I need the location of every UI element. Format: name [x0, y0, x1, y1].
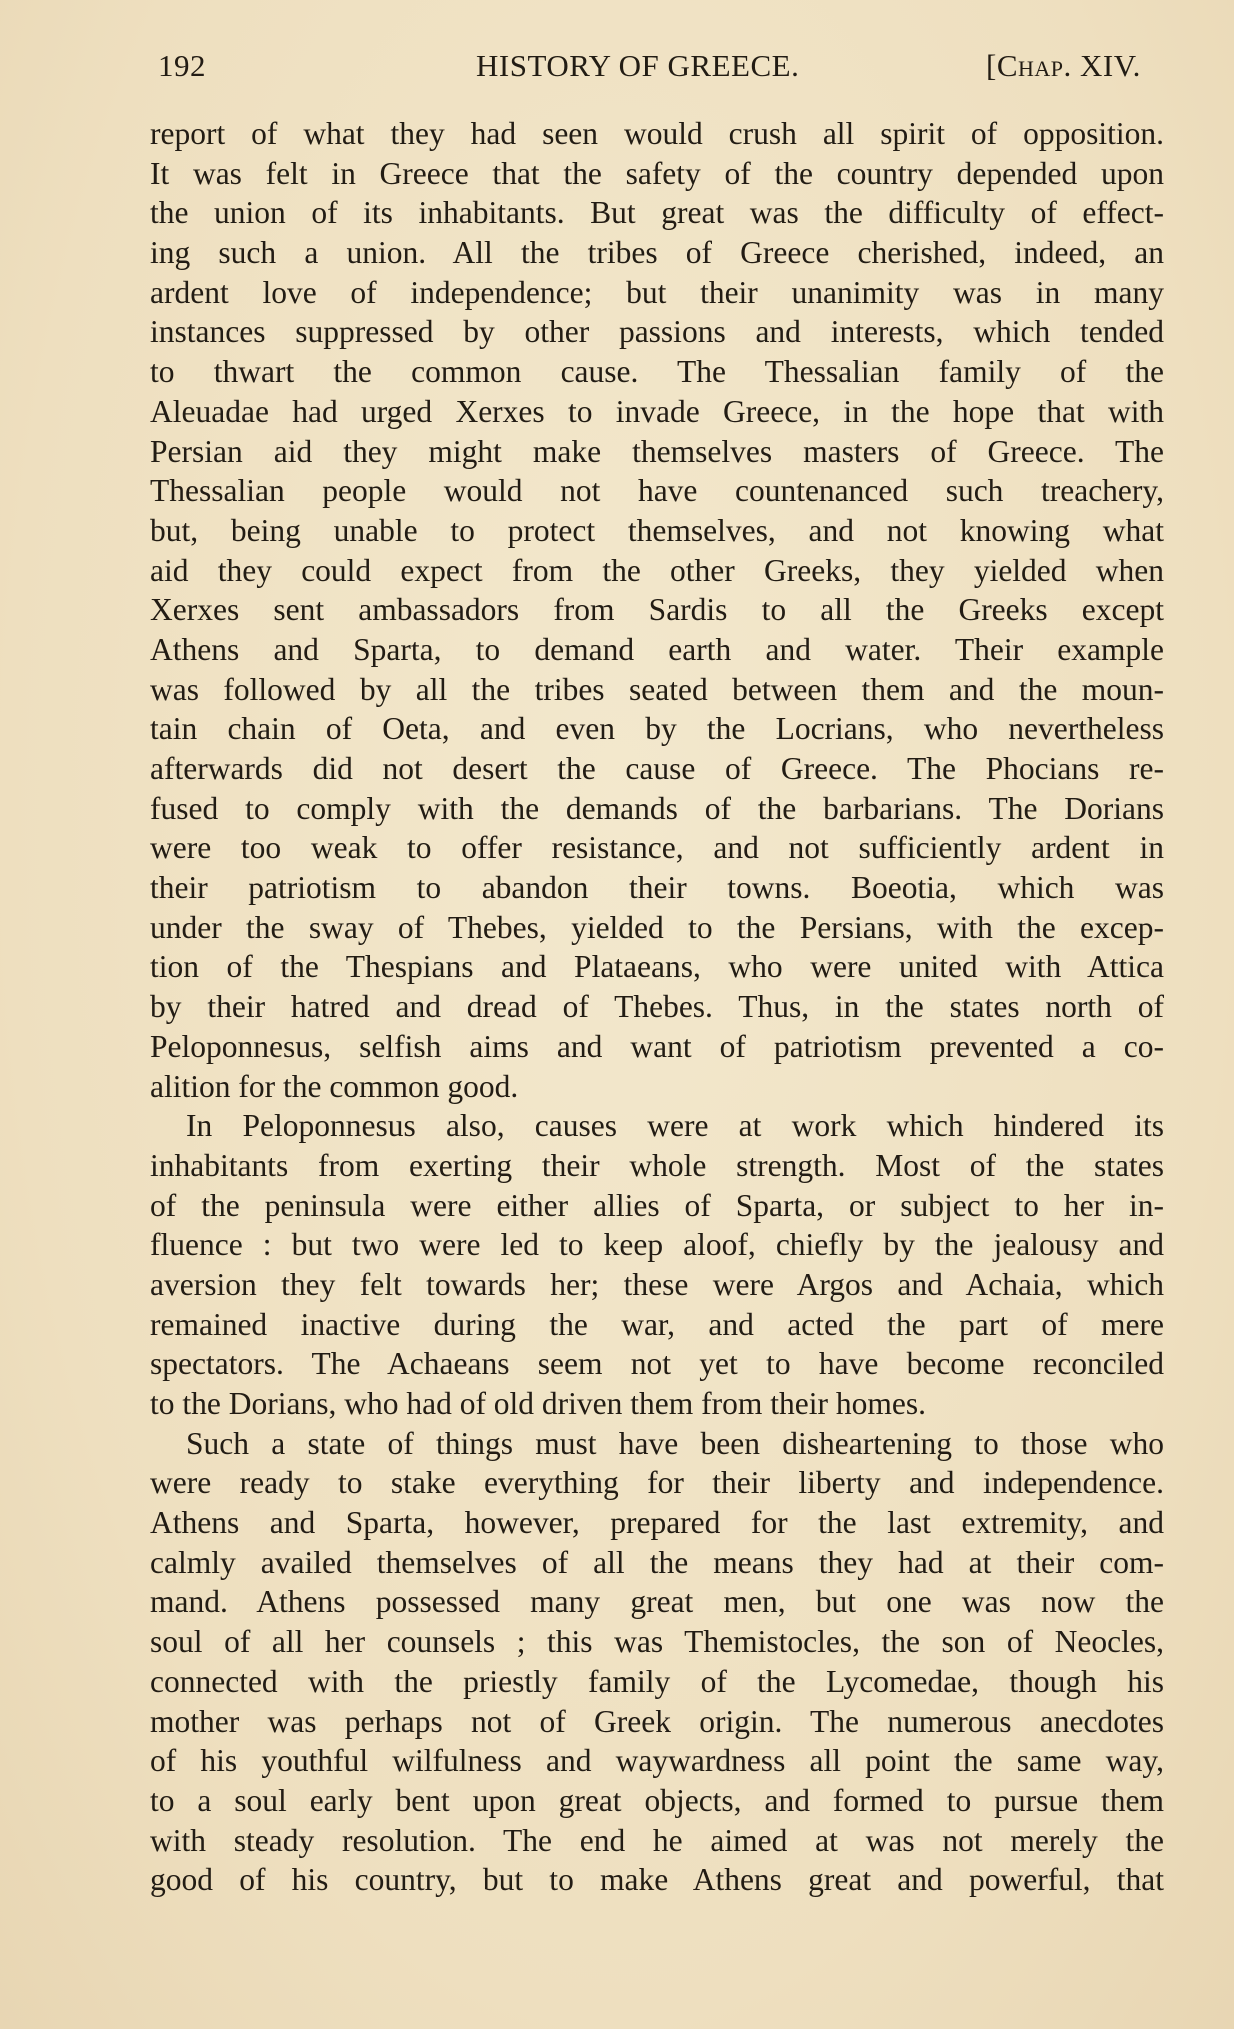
text-line: good of his country, but to make Athens great and powerful, that [150, 1862, 1164, 1898]
text-line: It was felt in Greece that the safety of the country depended upon [150, 155, 1164, 191]
text-line: of the peninsula were either allies of Sparta, or subject to her in- [150, 1187, 1164, 1223]
text-line: spectators. The Achaeans seem not yet to have become reconciled [150, 1346, 1164, 1382]
text-line: In Peloponnesus also, causes were at work which hindered its [186, 1108, 1164, 1144]
text-line: inhabitants from exerting their whole strength. Most of the states [150, 1147, 1164, 1183]
text-line: connected with the priestly family of the Lycomedae, though his [150, 1663, 1164, 1699]
text-line: aid they could expect from the other Greeks, they yielded when [150, 552, 1164, 588]
text-line: Persian aid they might make themselves masters of Greece. The [150, 433, 1164, 469]
text-line: the union of its inhabitants. But great was the difficulty of effect- [150, 195, 1164, 231]
page-number: 192 [158, 48, 206, 83]
text-line: tain chain of Oeta, and even by the Locrians, who nevertheless [150, 711, 1164, 747]
chapter-label: [Chap. XIV. [986, 48, 1141, 83]
text-line: Athens and Sparta, however, prepared for the last extremity, and [150, 1505, 1164, 1541]
text-line: was followed by all the tribes seated between them and the moun- [150, 671, 1164, 707]
text-line: of his youthful wilfulness and waywardness all point the same way, [150, 1743, 1164, 1779]
text-line: aversion they felt towards her; these were Argos and Achaia, which [150, 1266, 1164, 1302]
text-line: mand. Athens possessed many great men, but one was now the [150, 1584, 1164, 1620]
text-line: to thwart the common cause. The Thessalian family of the [150, 354, 1164, 390]
text-line: to a soul early bent upon great objects, and formed to pursue them [150, 1782, 1164, 1818]
text-line: by their hatred and dread of Thebes. Thus, in the states north of [150, 989, 1164, 1025]
text-line: were ready to stake everything for their liberty and independence. [150, 1465, 1164, 1501]
text-line: ardent love of independence; but their unanimity was in many [150, 274, 1164, 310]
text-line: calmly availed themselves of all the means they had at their com- [150, 1544, 1164, 1580]
body-text [150, 114, 1164, 1900]
text-line: with steady resolution. The end he aimed at was not merely the [150, 1822, 1164, 1858]
text-line: fused to comply with the demands of the barbarians. The Dorians [150, 790, 1164, 826]
text-line: fluence : but two were led to keep aloof, chiefly by the jealousy and [150, 1227, 1164, 1263]
page-header [158, 44, 1178, 92]
text-line: Athens and Sparta, to demand earth and water. Their example [150, 631, 1164, 667]
text-line: Such a state of things must have been disheartening to those who [186, 1425, 1164, 1461]
text-line: mother was perhaps not of Greek origin. The numerous anecdotes [150, 1703, 1164, 1739]
text-line: alition for the common good. [150, 1068, 519, 1104]
text-line: remained inactive during the war, and acted the part of mere [150, 1306, 1164, 1342]
text-line: their patriotism to abandon their towns. Boeotia, which was [150, 870, 1164, 906]
text-line: instances suppressed by other passions and interests, which tended [150, 314, 1164, 350]
text-line: report of what they had seen would crush all spirit of opposition. [150, 116, 1164, 151]
running-title: HISTORY OF GREECE. [476, 48, 800, 83]
text-line: Xerxes sent ambassadors from Sardis to all the Greeks except [150, 592, 1164, 628]
text-line: Thessalian people would not have countenanced such treachery, [150, 473, 1164, 509]
text-line: to the Dorians, who had of old driven them from their homes. [150, 1386, 926, 1421]
text-line: Peloponnesus, selfish aims and want of patriotism prevented a co- [150, 1028, 1164, 1064]
text-line: ing such a union. All the tribes of Greece cherished, indeed, an [150, 235, 1164, 271]
text-line: Aleuadae had urged Xerxes to invade Greece, in the hope that with [150, 393, 1164, 429]
text-line: afterwards did not desert the cause of Greece. The Phocians re- [150, 751, 1164, 786]
text-line: but, being unable to protect themselves, and not knowing what [150, 512, 1164, 548]
text-line: were too weak to offer resistance, and not sufficiently ardent in [150, 830, 1164, 866]
text-line: tion of the Thespians and Plataeans, who were united with Attica [150, 949, 1164, 985]
text-line: soul of all her counsels ; this was Themistocles, the son of Neocles, [150, 1624, 1164, 1660]
text-line: under the sway of Thebes, yielded to the Persians, with the excep- [150, 909, 1164, 945]
